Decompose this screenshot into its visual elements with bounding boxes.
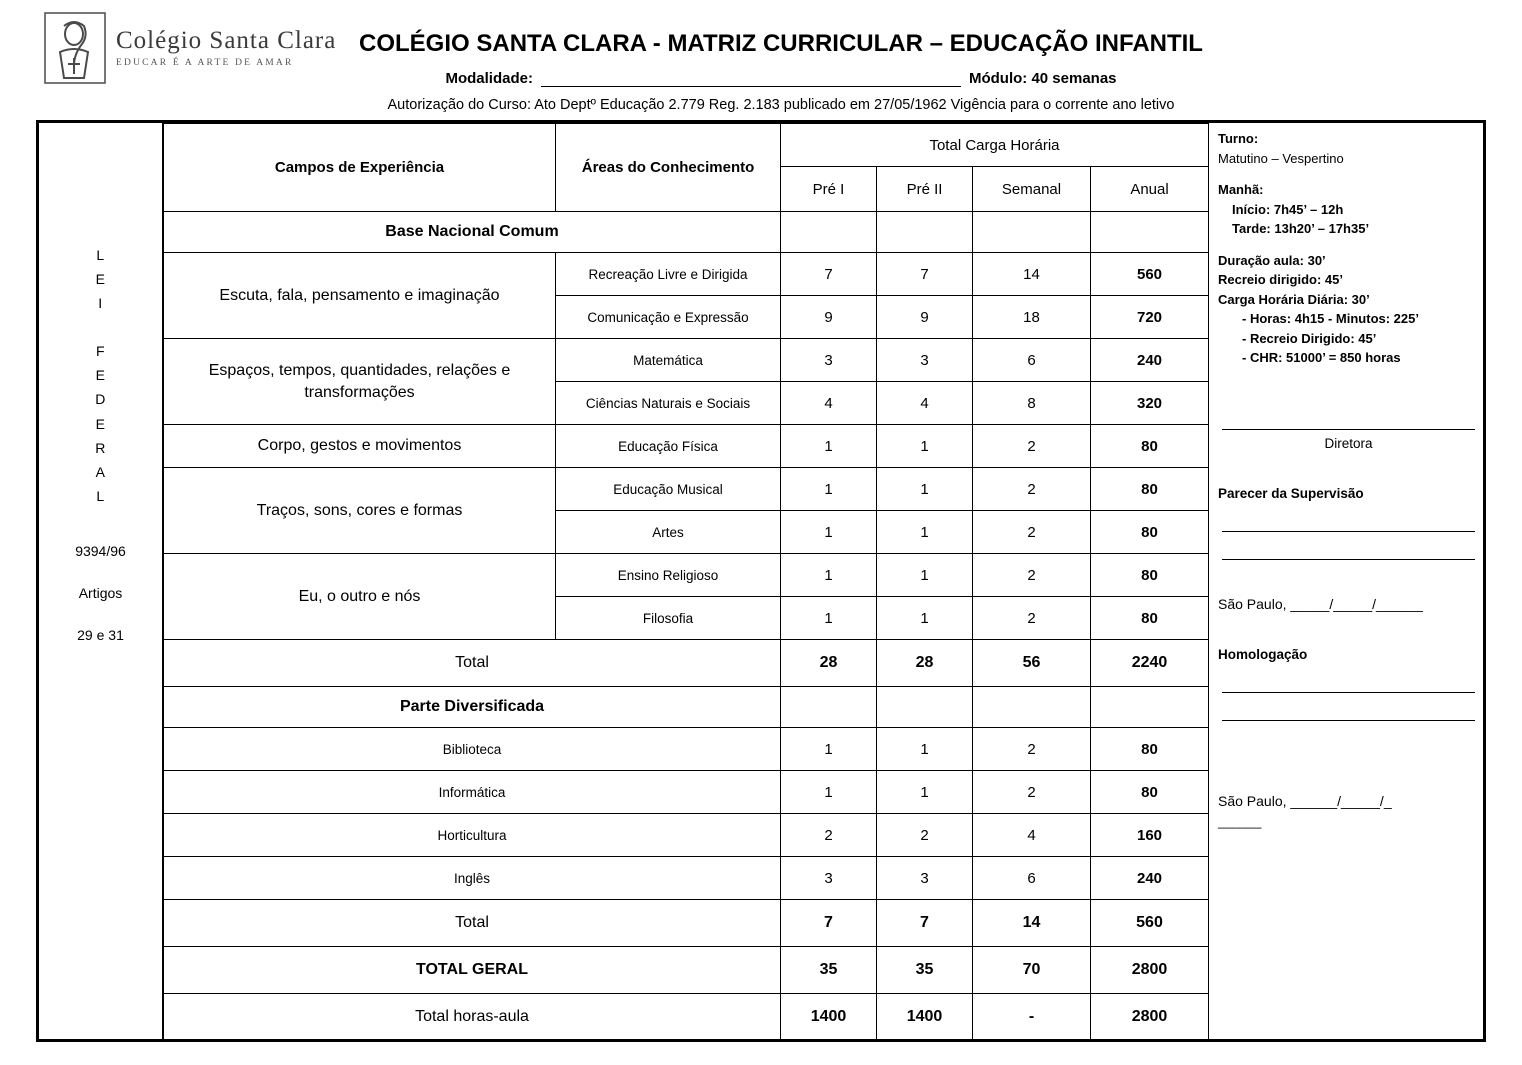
cell-anual: 320: [1091, 382, 1209, 425]
cell-semanal: 2: [973, 554, 1091, 597]
info-panel: [1208, 123, 1489, 1039]
turno-value: Matutino – Vespertino: [1218, 150, 1344, 166]
cell-pre2: 1: [877, 468, 973, 511]
lei-vertical-text: L E I F E D E R A L: [95, 247, 106, 504]
header-semanal: Semanal: [973, 167, 1091, 212]
area-horticultura: Horticultura: [164, 814, 781, 857]
cell-anual: 80: [1091, 511, 1209, 554]
cell-semanal: 2: [973, 597, 1091, 640]
cell-pre1: 1: [781, 511, 877, 554]
cell-pre1: 4: [781, 382, 877, 425]
div-blank-2: [877, 687, 973, 728]
duracao-block: [1218, 251, 1479, 368]
cell-semanal: 2: [973, 771, 1091, 814]
cell-pre2: 4: [877, 382, 973, 425]
base-total-pre1: 28: [781, 640, 877, 687]
div-blank-1: [781, 687, 877, 728]
cell-pre2: 7: [877, 253, 973, 296]
page-title: COLÉGIO SANTA CLARA - MATRIZ CURRICULAR – EDUCAÇÃO INFANTIL: [359, 30, 1203, 57]
matriz-table: [163, 123, 1209, 1041]
cell-semanal: 8: [973, 382, 1091, 425]
horas-minutos: - Horas: 4h15 - Minutos: 225’: [1242, 311, 1419, 326]
campo-escuta: Escuta, fala, pensamento e imaginação: [164, 253, 556, 339]
duracao-aula: Duração aula: 30’: [1218, 252, 1326, 268]
diretora-signature-line: [1222, 428, 1475, 430]
inicio-value: Início: 7h45’ – 12h: [1232, 201, 1344, 217]
lei-federal-column: [39, 123, 163, 1039]
table-header-row-1: [164, 124, 1209, 167]
cell-pre2: 1: [877, 425, 973, 468]
logo-title: Colégio Santa Clara: [116, 26, 337, 54]
div-total-pre2: 7: [877, 900, 973, 947]
matriz-table-area: [163, 123, 1483, 1039]
area-informatica: Informática: [164, 771, 781, 814]
homologacao-line-1[interactable]: [1222, 691, 1475, 693]
matriz-frame: [36, 120, 1486, 1042]
cell-semanal: 18: [973, 296, 1091, 339]
cell-semanal: 6: [973, 857, 1091, 900]
base-total-semanal: 56: [973, 640, 1091, 687]
total-geral-label: TOTAL GERAL: [164, 947, 781, 994]
sao-paulo-date-2[interactable]: São Paulo, ______/_____/_: [1218, 793, 1392, 810]
table-row: [164, 857, 1209, 900]
div-total-semanal: 14: [973, 900, 1091, 947]
cell-semanal: 6: [973, 339, 1091, 382]
manha-label: Manhã:: [1218, 182, 1264, 197]
area-filosofia: Filosofia: [556, 597, 781, 640]
total-geral-anual: 2800: [1091, 947, 1209, 994]
sao-paulo-date-2b[interactable]: ______: [1218, 814, 1262, 830]
turno-block: [1218, 129, 1479, 168]
div-blank-4: [1091, 687, 1209, 728]
cell-pre2: 1: [877, 511, 973, 554]
base-total-label: Total: [164, 640, 781, 687]
cell-pre1: 7: [781, 253, 877, 296]
cell-semanal: 2: [973, 728, 1091, 771]
cell-pre1: 3: [781, 339, 877, 382]
cell-pre2: 3: [877, 857, 973, 900]
parecer-line-1[interactable]: [1222, 530, 1475, 532]
cell-pre2: 2: [877, 814, 973, 857]
logo-subtitle: EDUCAR É A ARTE DE AMAR: [116, 57, 294, 68]
autorizacao-text: Autorização do Curso: Ato Deptº Educação 2.779 Reg. 2.183 publicado em 27/05/1962 Vigência para o corrente ano letivo: [387, 97, 1175, 113]
total-horas-label: Total horas-aula: [164, 994, 781, 1041]
section-row-base: [164, 212, 1209, 253]
table-row: [164, 814, 1209, 857]
base-blank-1: [781, 212, 877, 253]
cell-pre1: 1: [781, 468, 877, 511]
total-geral-pre2: 35: [877, 947, 973, 994]
area-edfisica: Educação Física: [556, 425, 781, 468]
total-horas-pre2: 1400: [877, 994, 973, 1041]
section-label-base: Base Nacional Comum: [164, 212, 781, 253]
lei-line-1: Artigos: [78, 584, 123, 601]
cell-anual: 240: [1091, 339, 1209, 382]
cell-semanal: 2: [973, 511, 1091, 554]
cell-semanal: 4: [973, 814, 1091, 857]
total-geral-pre1: 35: [781, 947, 877, 994]
cell-anual: 160: [1091, 814, 1209, 857]
tarde-value: Tarde: 13h20’ – 17h35’: [1232, 221, 1370, 236]
cell-semanal: 14: [973, 253, 1091, 296]
base-blank-4: [1091, 212, 1209, 253]
cell-pre2: 1: [877, 554, 973, 597]
recreio-dirigido-2: - Recreio Dirigido: 45’: [1242, 330, 1377, 346]
campo-espacos: Espaços, tempos, quantidades, relações e transformações: [164, 339, 556, 425]
area-ciencias: Ciências Naturais e Sociais: [556, 382, 781, 425]
header-areas: Áreas do Conhecimento: [556, 124, 781, 212]
turno-label: Turno:: [1218, 131, 1259, 146]
campo-tracos: Traços, sons, cores e formas: [164, 468, 556, 554]
header-pre2: Pré II: [877, 167, 973, 212]
cell-semanal: 2: [973, 425, 1091, 468]
header-pre1: Pré I: [781, 167, 877, 212]
recreio-dirigido: Recreio dirigido: 45’: [1218, 272, 1343, 287]
cell-anual: 80: [1091, 728, 1209, 771]
div-total-anual: 560: [1091, 900, 1209, 947]
lei-line-2: 29 e 31: [77, 626, 124, 643]
modalidade-input[interactable]: [541, 71, 961, 87]
table-row: [164, 554, 1209, 597]
parecer-line-2[interactable]: [1222, 558, 1475, 560]
cell-pre2: 3: [877, 339, 973, 382]
total-geral-semanal: 70: [973, 947, 1091, 994]
cell-pre2: 1: [877, 771, 973, 814]
section-label-diversificada: Parte Diversificada: [164, 687, 781, 728]
cell-pre1: 1: [781, 425, 877, 468]
logo-emblem-icon: [44, 12, 106, 84]
diretora-label: Diretora: [1324, 435, 1373, 451]
table-row: [164, 771, 1209, 814]
cell-anual: 560: [1091, 253, 1209, 296]
section-row-diversificada: [164, 687, 1209, 728]
cell-pre1: 9: [781, 296, 877, 339]
header-campos: Campos de Experiência: [164, 124, 556, 212]
lei-line-0: 9394/96: [75, 542, 126, 559]
header-anual: Anual: [1091, 167, 1209, 212]
base-total-pre2: 28: [877, 640, 973, 687]
div-total-label: Total: [164, 900, 781, 947]
base-blank-3: [973, 212, 1091, 253]
total-horas-semanal: -: [973, 994, 1091, 1041]
cell-pre2: 9: [877, 296, 973, 339]
cell-anual: 80: [1091, 468, 1209, 511]
total-geral-row: [164, 947, 1209, 994]
area-biblioteca: Biblioteca: [164, 728, 781, 771]
manha-block: [1218, 180, 1479, 239]
campo-corpo: Corpo, gestos e movimentos: [164, 425, 556, 468]
base-blank-2: [877, 212, 973, 253]
modalidade-label: Modalidade:: [445, 70, 533, 87]
document-header: [0, 0, 1522, 113]
cell-pre1: 1: [781, 554, 877, 597]
table-row: [164, 468, 1209, 511]
base-total-anual: 2240: [1091, 640, 1209, 687]
cell-anual: 240: [1091, 857, 1209, 900]
school-logo: [44, 12, 336, 84]
area-religioso: Ensino Religioso: [556, 554, 781, 597]
cell-pre1: 2: [781, 814, 877, 857]
area-matematica: Matemática: [556, 339, 781, 382]
total-horas-anual: 2800: [1091, 994, 1209, 1041]
cell-pre1: 1: [781, 771, 877, 814]
carga-horaria-diaria: Carga Horária Diária: 30’: [1218, 291, 1370, 307]
cell-pre1: 3: [781, 857, 877, 900]
div-total-pre1: 7: [781, 900, 877, 947]
cell-anual: 80: [1091, 771, 1209, 814]
sao-paulo-date-1[interactable]: São Paulo, _____/_____/______: [1218, 596, 1423, 612]
total-horas-row: [164, 994, 1209, 1041]
area-recreacao: Recreação Livre e Dirigida: [556, 253, 781, 296]
homologacao-line-2[interactable]: [1222, 719, 1475, 721]
modulo-label: Módulo: 40 semanas: [968, 70, 1117, 87]
homologacao-label: Homologação: [1218, 647, 1308, 662]
div-total-row: [164, 900, 1209, 947]
table-row: [164, 253, 1209, 296]
area-artes: Artes: [556, 511, 781, 554]
header-total-carga: Total Carga Horária: [781, 124, 1209, 167]
cell-semanal: 2: [973, 468, 1091, 511]
area-edmusical: Educação Musical: [556, 468, 781, 511]
table-row: [164, 339, 1209, 382]
table-row: [164, 425, 1209, 468]
total-horas-pre1: 1400: [781, 994, 877, 1041]
base-total-row: [164, 640, 1209, 687]
table-row: [164, 728, 1209, 771]
cell-anual: 80: [1091, 425, 1209, 468]
campo-eu-outro: Eu, o outro e nós: [164, 554, 556, 640]
cell-pre2: 1: [877, 597, 973, 640]
cell-pre2: 1: [877, 728, 973, 771]
cell-anual: 720: [1091, 296, 1209, 339]
div-blank-3: [973, 687, 1091, 728]
cell-anual: 80: [1091, 554, 1209, 597]
parecer-label: Parecer da Supervisão: [1218, 485, 1364, 501]
chr-value: - CHR: 51000’ = 850 horas: [1242, 350, 1401, 365]
cell-pre1: 1: [781, 597, 877, 640]
cell-pre1: 1: [781, 728, 877, 771]
area-ingles: Inglês: [164, 857, 781, 900]
area-comunicacao: Comunicação e Expressão: [556, 296, 781, 339]
cell-anual: 80: [1091, 597, 1209, 640]
